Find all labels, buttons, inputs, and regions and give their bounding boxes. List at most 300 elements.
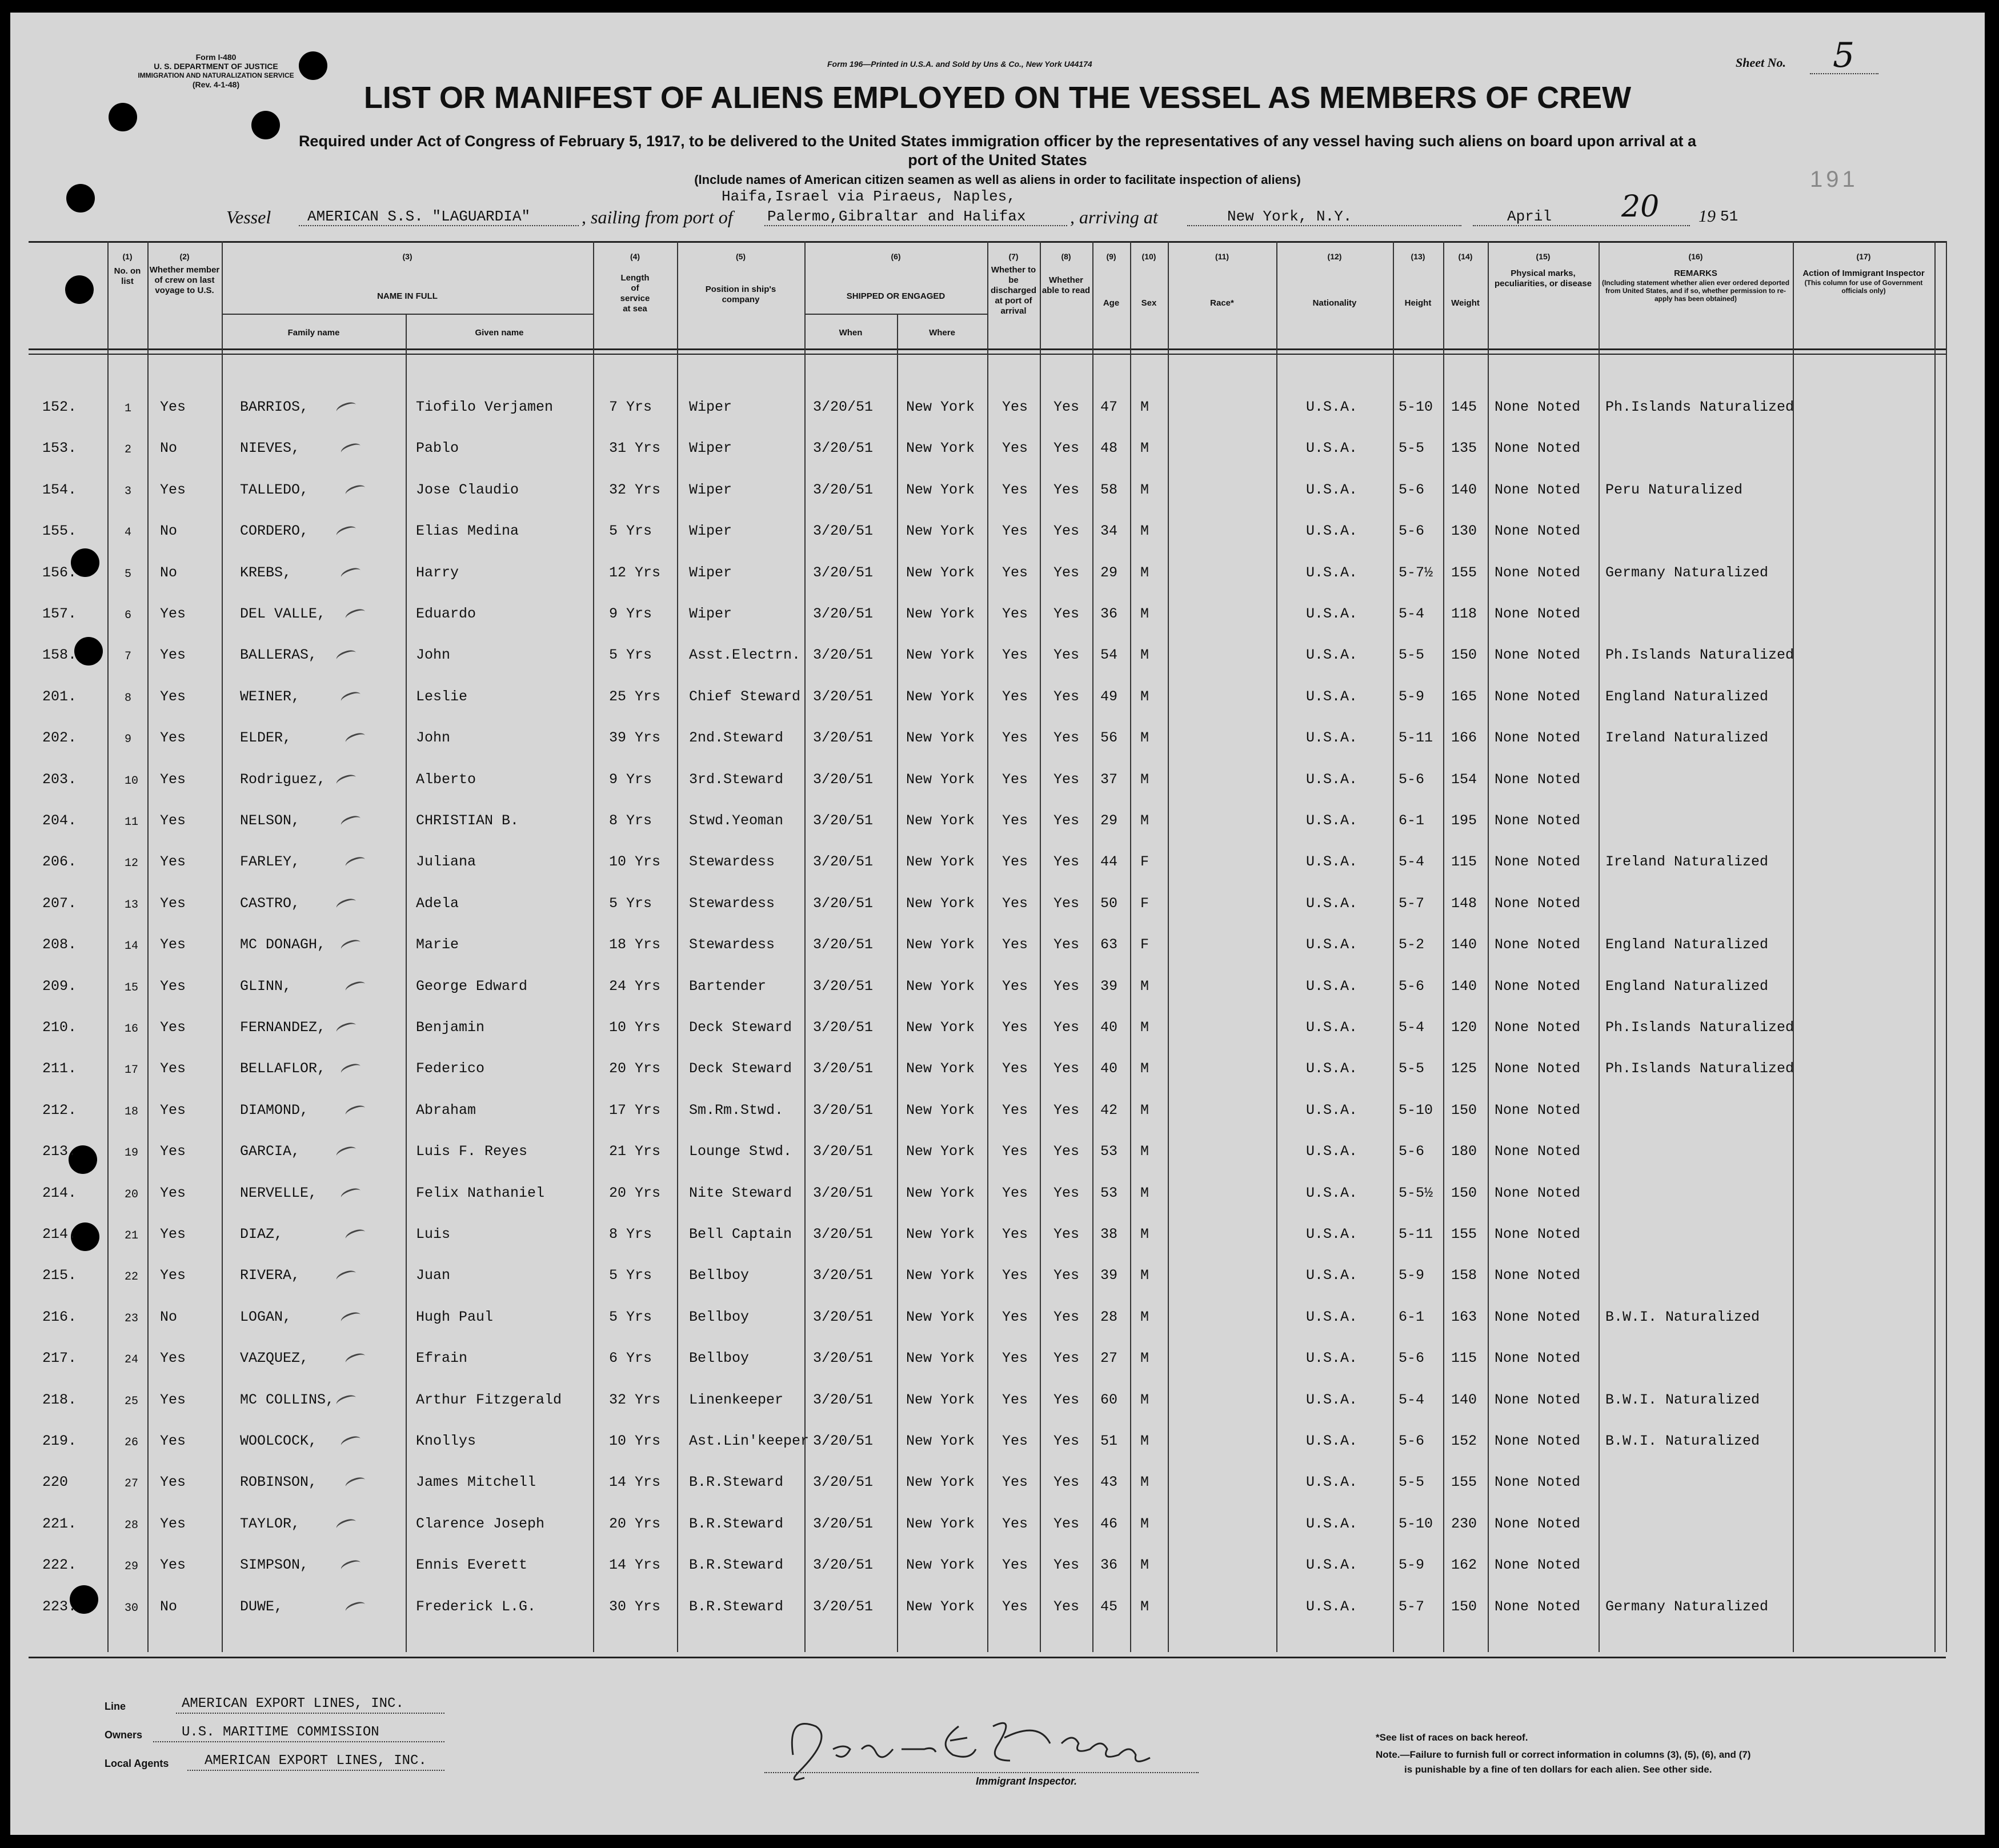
cell-list-reference: 217. (42, 1350, 77, 1367)
cell-shipped-where: New York (906, 1474, 975, 1491)
cell-service-length: 8 Yrs (609, 812, 652, 829)
cell-discharged: Yes (1002, 1101, 1028, 1119)
cell-shipped-where: New York (906, 1308, 975, 1325)
cell-list-reference: 219. (42, 1433, 77, 1449)
cell-position: Bellboy (689, 1308, 750, 1325)
cell-list-reference: 154. (42, 481, 77, 498)
cell-nationality: U.S.A. (1306, 977, 1358, 995)
cell-physical-marks: None Noted (1495, 523, 1581, 540)
cell-sex: M (1140, 977, 1149, 995)
cell-shipped-when: 3/20/51 (813, 936, 874, 953)
cell-shipped-where: New York (906, 1143, 975, 1160)
cell-remarks: Germany Naturalized (1605, 1598, 1769, 1615)
department-name: U. S. DEPARTMENT OF JUSTICE (154, 62, 278, 71)
cell-service-length: 10 Yrs (609, 853, 661, 871)
cell-discharged: Yes (1002, 564, 1028, 581)
office-stamp: 191 (1810, 167, 1858, 192)
cell-position: 3rd.Steward (689, 771, 784, 788)
cell-nationality: U.S.A. (1306, 399, 1358, 415)
column-header-11: (11) Race* (1210, 252, 1234, 308)
cell-family-name: WOOLCOCK, (240, 1433, 318, 1449)
arrival-field-line (1187, 225, 1461, 226)
sheet-number: 5 (1833, 35, 1855, 75)
cell-row-number: 26 (125, 1436, 139, 1449)
cell-height: 5-5 (1399, 647, 1425, 664)
inspector-signature-line (764, 1772, 1199, 1773)
cell-given-name: Arthur Fitzgerald (416, 1391, 562, 1408)
cell-physical-marks: None Noted (1495, 1433, 1581, 1449)
cell-nationality: U.S.A. (1306, 440, 1358, 457)
penalty-note-2: is punishable by a fine of ten dollars for each alien. See other side. (1404, 1764, 1712, 1775)
punch-hole (74, 637, 103, 666)
cell-given-name: Pablo (416, 440, 459, 457)
cell-height: 5-4 (1399, 1391, 1425, 1408)
column-divider (897, 314, 898, 1652)
cell-height: 5-7 (1399, 1598, 1425, 1615)
cell-last-voyage: Yes (160, 729, 186, 747)
cell-service-length: 20 Yrs (609, 1184, 661, 1201)
cell-sex: M (1140, 1226, 1149, 1242)
cell-height: 5-7½ (1399, 564, 1433, 581)
cell-physical-marks: None Noted (1495, 1019, 1581, 1036)
cell-remarks: Ph.Islands Naturalized (1605, 399, 1794, 415)
cell-shipped-when: 3/20/51 (813, 564, 874, 581)
cell-last-voyage: Yes (160, 1184, 186, 1201)
cell-shipped-when: 3/20/51 (813, 481, 874, 498)
cell-shipped-where: New York (906, 1184, 975, 1201)
cell-given-name: John (416, 729, 451, 747)
cell-age: 44 (1100, 853, 1118, 871)
cell-sex: M (1140, 1267, 1149, 1284)
cell-given-name: Clarence Joseph (416, 1515, 545, 1532)
cell-shipped-when: 3/20/51 (813, 1101, 874, 1119)
cell-height: 5-10 (1399, 1101, 1433, 1119)
cell-sex: M (1140, 1515, 1149, 1532)
cell-weight: 155 (1451, 1226, 1477, 1242)
column-divider (222, 241, 223, 1652)
cell-row-number: 4 (125, 526, 132, 540)
cell-last-voyage: Yes (160, 1350, 186, 1367)
cell-sex: M (1140, 1308, 1149, 1325)
cell-row-number: 18 (125, 1105, 139, 1119)
cell-service-length: 32 Yrs (609, 1391, 661, 1408)
cell-list-reference: 156. (42, 564, 77, 581)
sheet-label: Sheet No. (1736, 55, 1786, 70)
arrival-year: 51 (1720, 208, 1738, 225)
cell-height: 6-1 (1399, 1308, 1425, 1325)
cell-shipped-when: 3/20/51 (813, 1184, 874, 1201)
page-title: LIST OR MANIFEST OF ALIENS EMPLOYED ON THE VESSEL AS MEMBERS OF CREW (363, 81, 1632, 115)
pencil-check-mark (335, 1145, 358, 1161)
column-divider (1793, 241, 1794, 1652)
cell-age: 48 (1100, 440, 1118, 457)
owners-field (153, 1741, 444, 1742)
cell-height: 5-9 (1399, 688, 1425, 705)
cell-service-length: 5 Yrs (609, 1308, 652, 1325)
cell-last-voyage: No (160, 440, 178, 457)
cell-shipped-when: 3/20/51 (813, 1474, 874, 1491)
arrival-month: April (1507, 208, 1552, 225)
column-header-9: (9) Age (1103, 252, 1120, 308)
cell-last-voyage: Yes (160, 481, 186, 498)
cell-discharged: Yes (1002, 399, 1028, 415)
cell-family-name: VAZQUEZ, (240, 1350, 309, 1367)
cell-physical-marks: None Noted (1495, 564, 1581, 581)
cell-weight: 140 (1451, 481, 1477, 498)
pencil-check-mark (339, 938, 362, 954)
column-header-16: (16) REMARKS (Including statement whether alien ever ordered deported from United States, and if so, whether permission to re-apply has been obtained) (1601, 252, 1790, 303)
cell-sex: M (1140, 647, 1149, 664)
cell-age: 29 (1100, 812, 1118, 829)
cell-given-name: Efrain (416, 1350, 468, 1367)
column-header-13: (13) Height (1404, 252, 1432, 308)
cell-shipped-when: 3/20/51 (813, 729, 874, 747)
column-header-14: (14) Weight (1451, 252, 1480, 308)
agents-label: Local Agents (105, 1758, 169, 1769)
cell-list-reference: 215. (42, 1267, 77, 1284)
column-divider (1040, 241, 1041, 1652)
cell-able-to-read: Yes (1053, 853, 1080, 871)
cell-given-name: Hugh Paul (416, 1308, 494, 1325)
cell-given-name: Leslie (416, 688, 468, 705)
cell-sex: M (1140, 1391, 1149, 1408)
cell-service-length: 20 Yrs (609, 1060, 661, 1077)
cell-last-voyage: Yes (160, 1474, 186, 1491)
arrival-port: New York, N.Y. (1227, 208, 1352, 225)
cell-weight: 165 (1451, 688, 1477, 705)
cell-weight: 166 (1451, 729, 1477, 747)
cell-discharged: Yes (1002, 895, 1028, 912)
pencil-check-mark (344, 1600, 367, 1616)
subtitle-line-1: Required under Act of Congress of February 5, 1917, to be delivered to the United States immigration officer by the representatives of any vessel having such aliens on board upon arrival at a (298, 133, 1697, 150)
cell-physical-marks: None Noted (1495, 1598, 1581, 1615)
cell-family-name: BARRIOS, (240, 399, 309, 415)
cell-able-to-read: Yes (1053, 399, 1080, 415)
cell-discharged: Yes (1002, 481, 1028, 498)
cell-physical-marks: None Noted (1495, 1101, 1581, 1119)
cell-weight: 162 (1451, 1557, 1477, 1574)
cell-shipped-when: 3/20/51 (813, 771, 874, 788)
cell-shipped-when: 3/20/51 (813, 1557, 874, 1574)
pencil-check-mark (344, 483, 367, 499)
cell-shipped-where: New York (906, 606, 975, 622)
cell-sex: F (1140, 936, 1149, 953)
cell-service-length: 5 Yrs (609, 647, 652, 664)
cell-service-length: 12 Yrs (609, 564, 661, 581)
cell-service-length: 5 Yrs (609, 523, 652, 540)
cell-list-reference: 218. (42, 1391, 77, 1408)
races-note: *See list of races on back hereof. (1376, 1732, 1528, 1743)
service-name: IMMIGRATION AND NATURALIZATION SERVICE (138, 71, 294, 79)
column-divider (1276, 241, 1277, 1652)
cell-service-length: 20 Yrs (609, 1515, 661, 1532)
cell-position: B.R.Steward (689, 1557, 784, 1574)
column-header-7: (7) Whether to be discharged at port of arrival (990, 252, 1037, 316)
cell-able-to-read: Yes (1053, 564, 1080, 581)
cell-nationality: U.S.A. (1306, 1143, 1358, 1160)
column-divider (593, 241, 594, 1652)
cell-position: Stewardess (689, 936, 775, 953)
cell-discharged: Yes (1002, 440, 1028, 457)
pencil-check-mark (339, 566, 362, 582)
cell-age: 43 (1100, 1474, 1118, 1491)
cell-sex: M (1140, 606, 1149, 622)
cell-shipped-when: 3/20/51 (813, 853, 874, 871)
cell-shipped-where: New York (906, 977, 975, 995)
cell-list-reference: 152. (42, 399, 77, 415)
cell-physical-marks: None Noted (1495, 1143, 1581, 1160)
cell-physical-marks: None Noted (1495, 1474, 1581, 1491)
cell-physical-marks: None Noted (1495, 1391, 1581, 1408)
cell-row-number: 13 (125, 898, 139, 912)
cell-nationality: U.S.A. (1306, 1101, 1358, 1119)
pencil-check-mark (339, 813, 362, 829)
column-header-15: (15) Physical marks, peculiarities, or disease (1494, 252, 1592, 288)
cell-family-name: TAYLOR, (240, 1515, 301, 1532)
cell-age: 37 (1100, 771, 1118, 788)
cell-discharged: Yes (1002, 1060, 1028, 1077)
cell-weight: 125 (1451, 1060, 1477, 1077)
cell-given-name: CHRISTIAN B. (416, 812, 519, 829)
cell-list-reference: 208. (42, 936, 77, 953)
printer-line: Form 196—Printed in U.S.A. and Sold by Uns & Co., New York U44174 (827, 59, 1092, 69)
cell-able-to-read: Yes (1053, 1184, 1080, 1201)
cell-service-length: 7 Yrs (609, 399, 652, 415)
cell-family-name: BALLERAS, (240, 647, 318, 664)
shipped-sub-divider (804, 314, 987, 315)
cell-able-to-read: Yes (1053, 1557, 1080, 1574)
cell-weight: 158 (1451, 1267, 1477, 1284)
cell-shipped-where: New York (906, 440, 975, 457)
cell-last-voyage: No (160, 523, 178, 540)
cell-weight: 135 (1451, 440, 1477, 457)
cell-nationality: U.S.A. (1306, 1391, 1358, 1408)
cell-shipped-when: 3/20/51 (813, 1308, 874, 1325)
cell-position: 2nd.Steward (689, 729, 784, 747)
cell-shipped-when: 3/20/51 (813, 606, 874, 622)
cell-family-name: FARLEY, (240, 853, 301, 871)
cell-weight: 195 (1451, 812, 1477, 829)
cell-nationality: U.S.A. (1306, 1267, 1358, 1284)
cell-height: 5-6 (1399, 977, 1425, 995)
cell-sex: M (1140, 1101, 1149, 1119)
year-prefix: 19 (1698, 207, 1716, 226)
pencil-check-mark (339, 1558, 362, 1574)
cell-physical-marks: None Noted (1495, 481, 1581, 498)
cell-service-length: 9 Yrs (609, 771, 652, 788)
cell-row-number: 7 (125, 650, 132, 664)
column-header-3: (3) NAME IN FULL (377, 252, 438, 301)
cell-shipped-where: New York (906, 1515, 975, 1532)
cell-list-reference: 201. (42, 688, 77, 705)
column-header-2: (2) Whether member of crew on last voyage to U.S. (149, 252, 220, 295)
cell-physical-marks: None Noted (1495, 606, 1581, 622)
cell-service-length: 14 Yrs (609, 1557, 661, 1574)
cell-weight: 140 (1451, 1391, 1477, 1408)
cell-weight: 118 (1451, 606, 1477, 622)
cell-weight: 152 (1451, 1433, 1477, 1449)
cell-row-number: 6 (125, 609, 132, 622)
manifest-sheet (10, 13, 1985, 1835)
cell-given-name: Marie (416, 936, 459, 953)
cell-family-name: SIMPSON, (240, 1557, 309, 1574)
column-divider (1130, 241, 1131, 1652)
cell-position: Nite Steward (689, 1184, 792, 1201)
cell-shipped-where: New York (906, 1226, 975, 1242)
cell-remarks: Ireland Naturalized (1605, 853, 1769, 871)
cell-discharged: Yes (1002, 1557, 1028, 1574)
cell-able-to-read: Yes (1053, 1226, 1080, 1242)
cell-physical-marks: None Noted (1495, 1060, 1581, 1077)
cell-age: 56 (1100, 729, 1118, 747)
cell-list-reference: 214. (42, 1226, 77, 1242)
cell-nationality: U.S.A. (1306, 729, 1358, 747)
cell-position: Wiper (689, 399, 732, 415)
cell-discharged: Yes (1002, 1143, 1028, 1160)
column-header-where: Where (929, 328, 955, 338)
cell-position: Lounge Stwd. (689, 1143, 792, 1160)
cell-nationality: U.S.A. (1306, 812, 1358, 829)
cell-last-voyage: No (160, 564, 178, 581)
cell-sex: M (1140, 523, 1149, 540)
cell-given-name: James Mitchell (416, 1474, 536, 1491)
cell-list-reference: 153. (42, 440, 77, 457)
cell-remarks: England Naturalized (1605, 977, 1769, 995)
cell-row-number: 14 (125, 940, 139, 953)
cell-able-to-read: Yes (1053, 1433, 1080, 1449)
column-header-family-name: Family name (287, 328, 340, 338)
cell-sex: M (1140, 1350, 1149, 1367)
cell-height: 5-5½ (1399, 1184, 1433, 1201)
table-bottom-border (29, 1657, 1946, 1658)
cell-height: 5-10 (1399, 399, 1433, 415)
cell-able-to-read: Yes (1053, 1598, 1080, 1615)
cell-shipped-where: New York (906, 936, 975, 953)
cell-family-name: GARCIA, (240, 1143, 301, 1160)
cell-list-reference: 216. (42, 1308, 77, 1325)
column-header-12: (12) Nationality (1312, 252, 1357, 308)
cell-physical-marks: None Noted (1495, 1267, 1581, 1284)
cell-height: 5-4 (1399, 1019, 1425, 1036)
cell-position: Wiper (689, 440, 732, 457)
cell-family-name: ELDER, (240, 729, 292, 747)
cell-height: 5-5 (1399, 1474, 1425, 1491)
cell-age: 46 (1100, 1515, 1118, 1532)
column-header-6: (6) SHIPPED OR ENGAGED (846, 252, 946, 301)
cell-list-reference: 158. (42, 647, 77, 664)
cell-discharged: Yes (1002, 1515, 1028, 1532)
cell-service-length: 9 Yrs (609, 606, 652, 622)
cell-shipped-when: 3/20/51 (813, 1350, 874, 1367)
column-divider (1393, 241, 1394, 1652)
cell-nationality: U.S.A. (1306, 564, 1358, 581)
cell-nationality: U.S.A. (1306, 1557, 1358, 1574)
cell-weight: 155 (1451, 1474, 1477, 1491)
cell-nationality: U.S.A. (1306, 688, 1358, 705)
cell-position: Linenkeeper (689, 1391, 784, 1408)
cell-last-voyage: Yes (160, 771, 186, 788)
cell-position: Stewardess (689, 853, 775, 871)
cell-shipped-where: New York (906, 1019, 975, 1036)
pencil-check-mark (344, 855, 367, 871)
cell-able-to-read: Yes (1053, 729, 1080, 747)
column-divider (677, 241, 678, 1652)
cell-list-reference: 223. (42, 1598, 77, 1615)
pencil-check-mark (344, 1476, 367, 1492)
cell-sex: M (1140, 1019, 1149, 1036)
cell-row-number: 16 (125, 1023, 139, 1036)
cell-age: 34 (1100, 523, 1118, 540)
cell-physical-marks: None Noted (1495, 812, 1581, 829)
pencil-check-mark (335, 1269, 358, 1285)
pencil-check-mark (344, 1103, 367, 1119)
cell-list-reference: 206. (42, 853, 77, 871)
cell-physical-marks: None Noted (1495, 440, 1581, 457)
pencil-check-mark (339, 1062, 362, 1078)
cell-sex: M (1140, 1474, 1149, 1491)
cell-age: 29 (1100, 564, 1118, 581)
cell-discharged: Yes (1002, 647, 1028, 664)
cell-weight: 150 (1451, 647, 1477, 664)
pencil-check-mark (335, 400, 358, 416)
name-sub-divider (222, 314, 593, 315)
cell-sex: M (1140, 688, 1149, 705)
column-divider (1946, 241, 1947, 1652)
cell-nationality: U.S.A. (1306, 1350, 1358, 1367)
cell-able-to-read: Yes (1053, 936, 1080, 953)
cell-nationality: U.S.A. (1306, 1598, 1358, 1615)
cell-discharged: Yes (1002, 688, 1028, 705)
line-value: AMERICAN EXPORT LINES, INC. (182, 1696, 404, 1711)
cell-nationality: U.S.A. (1306, 1184, 1358, 1201)
cell-given-name: John (416, 647, 451, 664)
cell-height: 5-6 (1399, 481, 1425, 498)
cell-weight: 150 (1451, 1101, 1477, 1119)
pencil-check-mark (344, 979, 367, 995)
cell-physical-marks: None Noted (1495, 1350, 1581, 1367)
cell-physical-marks: None Noted (1495, 771, 1581, 788)
cell-age: 51 (1100, 1433, 1118, 1449)
cell-row-number: 10 (125, 774, 139, 788)
cell-last-voyage: No (160, 1598, 178, 1615)
column-header-8: (8) Whether able to read (1041, 252, 1091, 295)
cell-service-length: 18 Yrs (609, 936, 661, 953)
cell-position: Asst.Electrn. (689, 647, 801, 664)
cell-age: 27 (1100, 1350, 1118, 1367)
cell-position: Bellboy (689, 1350, 750, 1367)
vessel-field-line (299, 225, 579, 226)
cell-family-name: DIAZ, (240, 1226, 283, 1242)
cell-weight: 154 (1451, 771, 1477, 788)
cell-age: 36 (1100, 606, 1118, 622)
cell-shipped-when: 3/20/51 (813, 1019, 874, 1036)
cell-age: 36 (1100, 1557, 1118, 1574)
cell-able-to-read: Yes (1053, 1060, 1080, 1077)
cell-given-name: Juliana (416, 853, 476, 871)
cell-height: 5-9 (1399, 1557, 1425, 1574)
cell-position: Deck Steward (689, 1060, 792, 1077)
cell-discharged: Yes (1002, 1433, 1028, 1449)
cell-last-voyage: Yes (160, 647, 186, 664)
cell-age: 49 (1100, 688, 1118, 705)
cell-family-name: NIEVES, (240, 440, 301, 457)
cell-able-to-read: Yes (1053, 1391, 1080, 1408)
cell-service-length: 25 Yrs (609, 688, 661, 705)
column-header-when: When (839, 328, 863, 338)
cell-row-number: 28 (125, 1518, 139, 1532)
cell-shipped-where: New York (906, 564, 975, 581)
cell-shipped-when: 3/20/51 (813, 1143, 874, 1160)
